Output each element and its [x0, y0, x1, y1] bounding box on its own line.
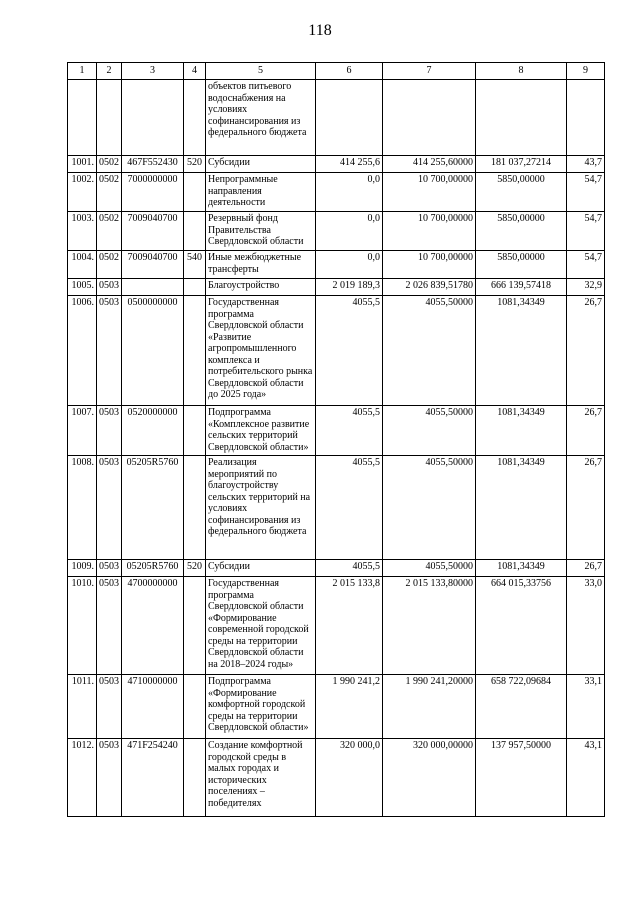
table-row [68, 296, 605, 406]
budget-table [67, 62, 605, 817]
target-article-cell: 05205R5760 [122, 456, 184, 560]
executed-amount-cell: 666 139,57418 [476, 279, 567, 296]
row-number-cell: 1011. [68, 675, 97, 739]
target-article-cell: 471F254240 [122, 739, 184, 817]
section-code-cell: 0503 [97, 296, 122, 406]
header-cell: 1 [68, 63, 97, 80]
target-article-cell: 7000000000 [122, 173, 184, 212]
section-code-cell: 0502 [97, 251, 122, 279]
target-article-cell: 7009040700 [122, 212, 184, 251]
item-name-cell: Благоустройство [206, 279, 316, 296]
item-name-cell: Резервный фонд Правительства Свердловской области [206, 212, 316, 251]
plan-amount-cell: 2 019 189,3 [316, 279, 383, 296]
section-code-cell: 0503 [97, 406, 122, 456]
target-article-cell [122, 80, 184, 156]
plan-amount-cell: 0,0 [316, 173, 383, 212]
target-article-cell: 4700000000 [122, 577, 184, 675]
plan-amount-cell: 4055,5 [316, 456, 383, 560]
section-code-cell: 0502 [97, 212, 122, 251]
expense-type-cell [184, 675, 206, 739]
target-article-cell: 467F552430 [122, 156, 184, 173]
execution-percent-cell: 26,7 [567, 296, 605, 406]
executed-amount-cell: 5850,00000 [476, 251, 567, 279]
row-number-cell: 1004. [68, 251, 97, 279]
table-row [68, 212, 605, 251]
section-code-cell [97, 80, 122, 156]
executed-amount-cell: 5850,00000 [476, 173, 567, 212]
expense-type-cell [184, 456, 206, 560]
item-name-cell: Непрограммные направления деятельности [206, 173, 316, 212]
section-code-cell: 0502 [97, 156, 122, 173]
expense-type-cell [184, 173, 206, 212]
table-row [68, 279, 605, 296]
section-code-cell: 0503 [97, 739, 122, 817]
expense-type-cell [184, 577, 206, 675]
row-number-cell: 1005. [68, 279, 97, 296]
row-number-cell: 1008. [68, 456, 97, 560]
item-name-cell: объектов питьевого водоснабжения на условиях софинансирования из федерального бюджета [206, 80, 316, 156]
row-number-cell: 1002. [68, 173, 97, 212]
execution-percent-cell: 54,7 [567, 173, 605, 212]
item-name-cell: Субсидии [206, 560, 316, 577]
header-cell: 2 [97, 63, 122, 80]
expense-type-cell: 520 [184, 560, 206, 577]
executed-amount-cell: 1081,34349 [476, 406, 567, 456]
table-row [68, 80, 605, 156]
row-number-cell: 1003. [68, 212, 97, 251]
section-code-cell: 0503 [97, 456, 122, 560]
item-name-cell: Иные межбюджетные трансферты [206, 251, 316, 279]
target-article-cell [122, 279, 184, 296]
target-article-cell: 7009040700 [122, 251, 184, 279]
header-cell: 8 [476, 63, 567, 80]
plan-precise-amount-cell: 414 255,60000 [383, 156, 476, 173]
execution-percent-cell: 26,7 [567, 560, 605, 577]
plan-amount-cell: 2 015 133,8 [316, 577, 383, 675]
table-row [68, 560, 605, 577]
row-number-cell: 1001. [68, 156, 97, 173]
executed-amount-cell: 1081,34349 [476, 296, 567, 406]
target-article-cell: 0520000000 [122, 406, 184, 456]
execution-percent-cell: 32,9 [567, 279, 605, 296]
execution-percent-cell: 43,7 [567, 156, 605, 173]
row-number-cell: 1006. [68, 296, 97, 406]
plan-amount-cell: 0,0 [316, 251, 383, 279]
plan-precise-amount-cell: 10 700,00000 [383, 212, 476, 251]
executed-amount-cell: 1081,34349 [476, 560, 567, 577]
plan-precise-amount-cell: 320 000,00000 [383, 739, 476, 817]
target-article-cell: 0500000000 [122, 296, 184, 406]
plan-precise-amount-cell: 2 026 839,51780 [383, 279, 476, 296]
target-article-cell: 4710000000 [122, 675, 184, 739]
expense-type-cell [184, 80, 206, 156]
header-cell: 5 [206, 63, 316, 80]
header-cell: 9 [567, 63, 605, 80]
executed-amount-cell: 181 037,27214 [476, 156, 567, 173]
executed-amount-cell: 5850,00000 [476, 212, 567, 251]
plan-amount-cell: 0,0 [316, 212, 383, 251]
item-name-cell: Подпрограмма «Формирование комфортной городской среды на территории Свердловской области» [206, 675, 316, 739]
plan-precise-amount-cell: 4055,50000 [383, 406, 476, 456]
section-code-cell: 0503 [97, 560, 122, 577]
expense-type-cell [184, 279, 206, 296]
item-name-cell: Подпрограмма «Комплексное развитие сельских территорий Свердловской области» [206, 406, 316, 456]
page-number: 118 [308, 22, 332, 39]
plan-precise-amount-cell: 1 990 241,20000 [383, 675, 476, 739]
header-cell: 3 [122, 63, 184, 80]
plan-precise-amount-cell: 10 700,00000 [383, 173, 476, 212]
table-row [68, 156, 605, 173]
plan-amount-cell: 4055,5 [316, 406, 383, 456]
expense-type-cell [184, 406, 206, 456]
item-name-cell: Субсидии [206, 156, 316, 173]
plan-precise-amount-cell: 4055,50000 [383, 456, 476, 560]
executed-amount-cell: 664 015,33756 [476, 577, 567, 675]
table-header-row [68, 63, 605, 80]
section-code-cell: 0503 [97, 577, 122, 675]
row-number-cell [68, 80, 97, 156]
execution-percent-cell: 26,7 [567, 406, 605, 456]
header-cell: 6 [316, 63, 383, 80]
execution-percent-cell: 54,7 [567, 212, 605, 251]
execution-percent-cell: 43,1 [567, 739, 605, 817]
plan-precise-amount-cell [383, 80, 476, 156]
table-row [68, 577, 605, 675]
plan-precise-amount-cell: 2 015 133,80000 [383, 577, 476, 675]
row-number-cell: 1009. [68, 560, 97, 577]
target-article-cell: 05205R5760 [122, 560, 184, 577]
item-name-cell: Государственная программа Свердловской области «Развитие агропромышленного комплекса и потребительского рынка Свердловской области до 2025 года» [206, 296, 316, 406]
execution-percent-cell: 26,7 [567, 456, 605, 560]
execution-percent-cell: 54,7 [567, 251, 605, 279]
expense-type-cell: 520 [184, 156, 206, 173]
section-code-cell: 0503 [97, 279, 122, 296]
plan-amount-cell: 414 255,6 [316, 156, 383, 173]
header-cell: 4 [184, 63, 206, 80]
execution-percent-cell: 33,0 [567, 577, 605, 675]
section-code-cell: 0503 [97, 675, 122, 739]
row-number-cell: 1010. [68, 577, 97, 675]
plan-precise-amount-cell: 4055,50000 [383, 560, 476, 577]
plan-amount-cell: 4055,5 [316, 560, 383, 577]
header-cell: 7 [383, 63, 476, 80]
executed-amount-cell: 1081,34349 [476, 456, 567, 560]
row-number-cell: 1012. [68, 739, 97, 817]
table-row [68, 456, 605, 560]
item-name-cell: Создание комфортной городской среды в малых городах и исторических поселениях – победителях [206, 739, 316, 817]
execution-percent-cell [567, 80, 605, 156]
execution-percent-cell: 33,1 [567, 675, 605, 739]
plan-amount-cell: 320 000,0 [316, 739, 383, 817]
table-row [68, 173, 605, 212]
expense-type-cell [184, 296, 206, 406]
item-name-cell: Реализация мероприятий по благоустройству сельских территорий на условиях софинансирования из федерального бюджета [206, 456, 316, 560]
executed-amount-cell: 137 957,50000 [476, 739, 567, 817]
plan-amount-cell: 1 990 241,2 [316, 675, 383, 739]
table-row [68, 251, 605, 279]
executed-amount-cell: 658 722,09684 [476, 675, 567, 739]
plan-amount-cell: 4055,5 [316, 296, 383, 406]
item-name-cell: Государственная программа Свердловской области «Формирование современной городской среды на территории Свердловской области на 2018–2024 годы» [206, 577, 316, 675]
table-row [68, 675, 605, 739]
table-row [68, 739, 605, 817]
table-row [68, 406, 605, 456]
plan-precise-amount-cell: 4055,50000 [383, 296, 476, 406]
expense-type-cell [184, 739, 206, 817]
section-code-cell: 0502 [97, 173, 122, 212]
plan-amount-cell [316, 80, 383, 156]
executed-amount-cell [476, 80, 567, 156]
expense-type-cell [184, 212, 206, 251]
row-number-cell: 1007. [68, 406, 97, 456]
expense-type-cell: 540 [184, 251, 206, 279]
plan-precise-amount-cell: 10 700,00000 [383, 251, 476, 279]
